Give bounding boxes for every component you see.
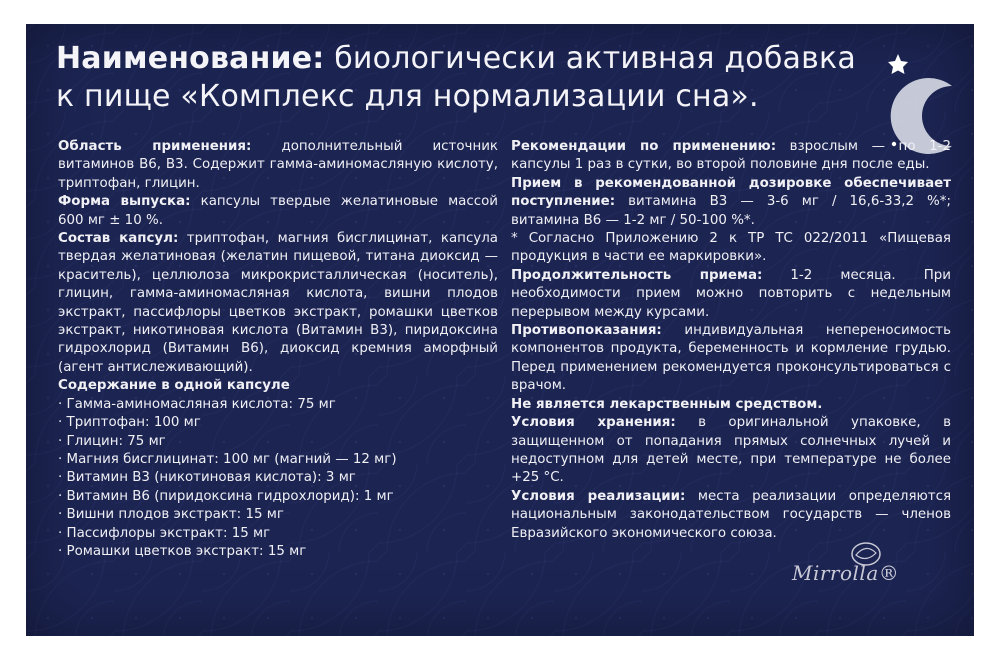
dosage-text: витамина В3 — 3-6 мг / 16,6-33,2 %*; витамина В6 — 1-2 мг / 50-100 %*. [511,194,951,228]
form-paragraph [58,193,498,230]
duration-paragraph [511,267,951,322]
list-item: · Витамин В6 (пиридоксина гидрохлорид): 1 мг [58,488,498,506]
dosage-label: Прием в рекомендованной дозировке обеспечивает поступление: [511,175,951,210]
contra-paragraph [511,322,951,396]
list-item: · Гамма-аминомасляная кислота: 75 мг [58,396,498,414]
sale-text: места реализации определяются национальным законодательством государств — членов Евразийского экономического союза. [511,488,951,541]
form-text: капсулы твердые желатиновые массой 600 мг ± 10 %. [58,194,498,228]
area-text: дополнительный источник витаминов В6, В3. Содержит гамма-аминомасляную кислоту, триптофан, глицин. [58,139,498,191]
list-item: · Магния бисглицинат: 100 мг (магний — 12 мг) [58,451,498,469]
package-panel [26,24,974,636]
footnote: * Согласно Приложению 2 к ТР ТС 022/2011 «Пищевая продукция в части ее маркировки». [511,231,951,265]
contra-label: Противопоказания: [511,323,662,339]
storage-text: в оригинальной упаковке, в защищенном от попадания прямых солнечных лучей и недоступном для детей месте, при температуре не более +25 °С. [511,415,951,486]
area-label: Область применения: [58,139,252,154]
usage-text: взрослым — по 1-2 капсулы 1 раз в сутки, во второй половине дня после еды. [511,139,951,173]
sale-label: Условия реализации: [511,488,686,504]
contra-text: индивидуальная непереносимость компонентов продукта, беременность и кормление грудью. Перед применением рекомендуется проконсультироваться с врачом. [511,323,951,394]
composition-text: триптофан, магния бисглицинат, капсула твердая желатиновая (желатин пищевой, титана диоксид — краситель), целлюлоза микрокристаллическая (носитель), глицин, гамма-аминомасляная кислота, вишни плодов экстракт, пассифлоры цветков экстракт, ромашки цветков экстракт, никотиновая кислота (Витамин В3), пиридоксина гидрохлорид (Витамин В6), диоксид кремния аморфный (агент антислеживающий). [58,231,498,375]
composition-label: Состав капсул: [58,231,179,247]
storage-label: Условия хранения: [511,415,676,431]
content-list [58,396,498,562]
duration-text: 1-2 месяца. При необходимости прием можно повторить с недельным перерывом между курсами. [511,267,951,320]
title-text: биологически активная добавка к пище «Комплекс для нормализации сна». [56,41,856,114]
product-title [56,40,856,116]
storage-paragraph [511,414,951,488]
sale-paragraph [511,488,951,543]
not-drug-notice: Не является лекарственным средством. [511,396,823,412]
duration-label: Продолжительность приема: [511,267,763,283]
brand-logo [786,539,946,599]
list-item: · Глицин: 75 мг [58,433,498,451]
usage-label: Рекомендации по применению: [511,139,777,154]
brand-name: Mirrolla® [792,561,900,585]
right-column [511,138,951,543]
form-label: Форма выпуска: [58,194,191,210]
list-item: · Ромашки цветков экстракт: 15 мг [58,543,498,561]
list-item: · Витамин В3 (никотиновая кислота): 3 мг [58,469,498,487]
list-item: · Триптофан: 100 мг [58,414,498,432]
list-item: · Пассифлоры экстракт: 15 мг [58,525,498,543]
dosage-paragraph [511,175,951,230]
left-column [58,138,498,561]
area-paragraph [58,138,498,193]
list-item: · Вишни плодов экстракт: 15 мг [58,506,498,524]
composition-paragraph [58,230,498,377]
content-heading: Содержание в одной капсуле [58,378,290,394]
title-label: Наименование: [56,41,325,76]
usage-paragraph [511,138,951,175]
